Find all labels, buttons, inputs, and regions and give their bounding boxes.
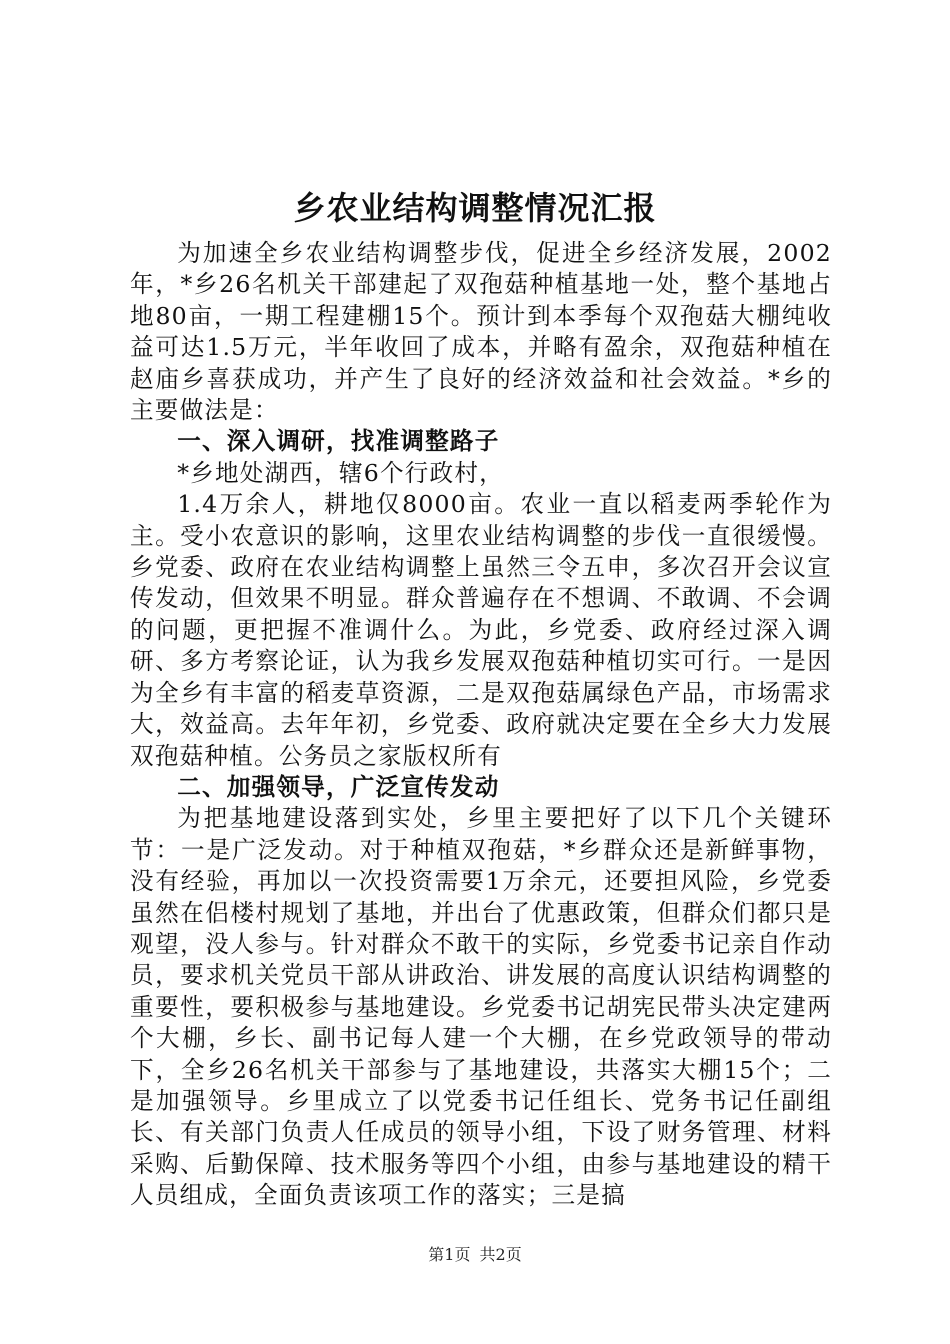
section-heading-2: 二、加强领导，广泛宣传发动	[177, 772, 500, 801]
paragraph-intro: 为加速全乡农业结构调整步伐，促进全乡经济发展，2002年，*乡26名机关干部建起了双孢菇种植基地一处，整个基地占地80亩，一期工程建棚15个。预计到本季每个双孢菇大棚纯收益可达1.5万元，半年收回了成本，并略有盈余，双孢菇种植在赵庙乡喜获成功，并产生了良好的经济效益和社会效益。*乡的主要做法是：	[130, 239, 832, 425]
page-total: 共2页	[479, 1245, 522, 1264]
paragraph-location: *乡地处湖西，辖6个行政村，	[177, 458, 504, 487]
page-number: 第1页	[428, 1245, 471, 1264]
page-footer	[0, 1244, 950, 1266]
paragraph-leadership: 为把基地建设落到实处，乡里主要把好了以下几个关键环节：一是广泛发动。对于种植双孢菇，*乡群众还是新鲜事物，没有经验，再加以一次投资需要1万余元，还要担风险，乡党委虽然在侣楼村规划了基地，并出台了优惠政策，但群众们都只是观望，没人参与。针对群众不敢干的实际，乡党委书记亲自作动员，要求机关党员干部从讲政治、讲发展的高度认识结构调整的重要性，要积极参与基地建设。乡党委书记胡宪民带头决定建两个大棚，乡长、副书记每人建一个大棚，在乡党政领导的带动下，全乡26名机关干部参与了基地建设，共落实大棚15个；二是加强领导。乡里成立了以党委书记任组长、党务书记任副组长、有关部门负责人任成员的领导小组，下设了财务管理、材料采购、后勤保障、技术服务等四个小组，由参与基地建设的精干人员组成，全面负责该项工作的落实；三是搞	[130, 804, 832, 1210]
paragraph-research: 1.4万余人，耕地仅8000亩。农业一直以稻麦两季轮作为主。受小农意识的影响，这里农业结构调整的步伐一直很缓慢。乡党委、政府在农业结构调整上虽然三令五申，多次召开会议宣传发动，但效果不明显。群众普遍存在不想调、不敢调、不会调的问题，更把握不准调什么。为此，乡党委、政府经过深入调研、多方考察论证，认为我乡发展双孢菇种植切实可行。一是因为全乡有丰富的稻麦草资源，二是双孢菇属绿色产品，市场需求大，效益高。去年年初，乡党委、政府就决定要在全乡大力发展双孢菇种植。公务员之家版权所有	[130, 490, 832, 770]
document-title: 乡农业结构调整情况汇报	[293, 189, 657, 227]
document-body	[130, 238, 832, 1212]
section-heading-1: 一、深入调研，找准调整路子	[177, 427, 500, 456]
